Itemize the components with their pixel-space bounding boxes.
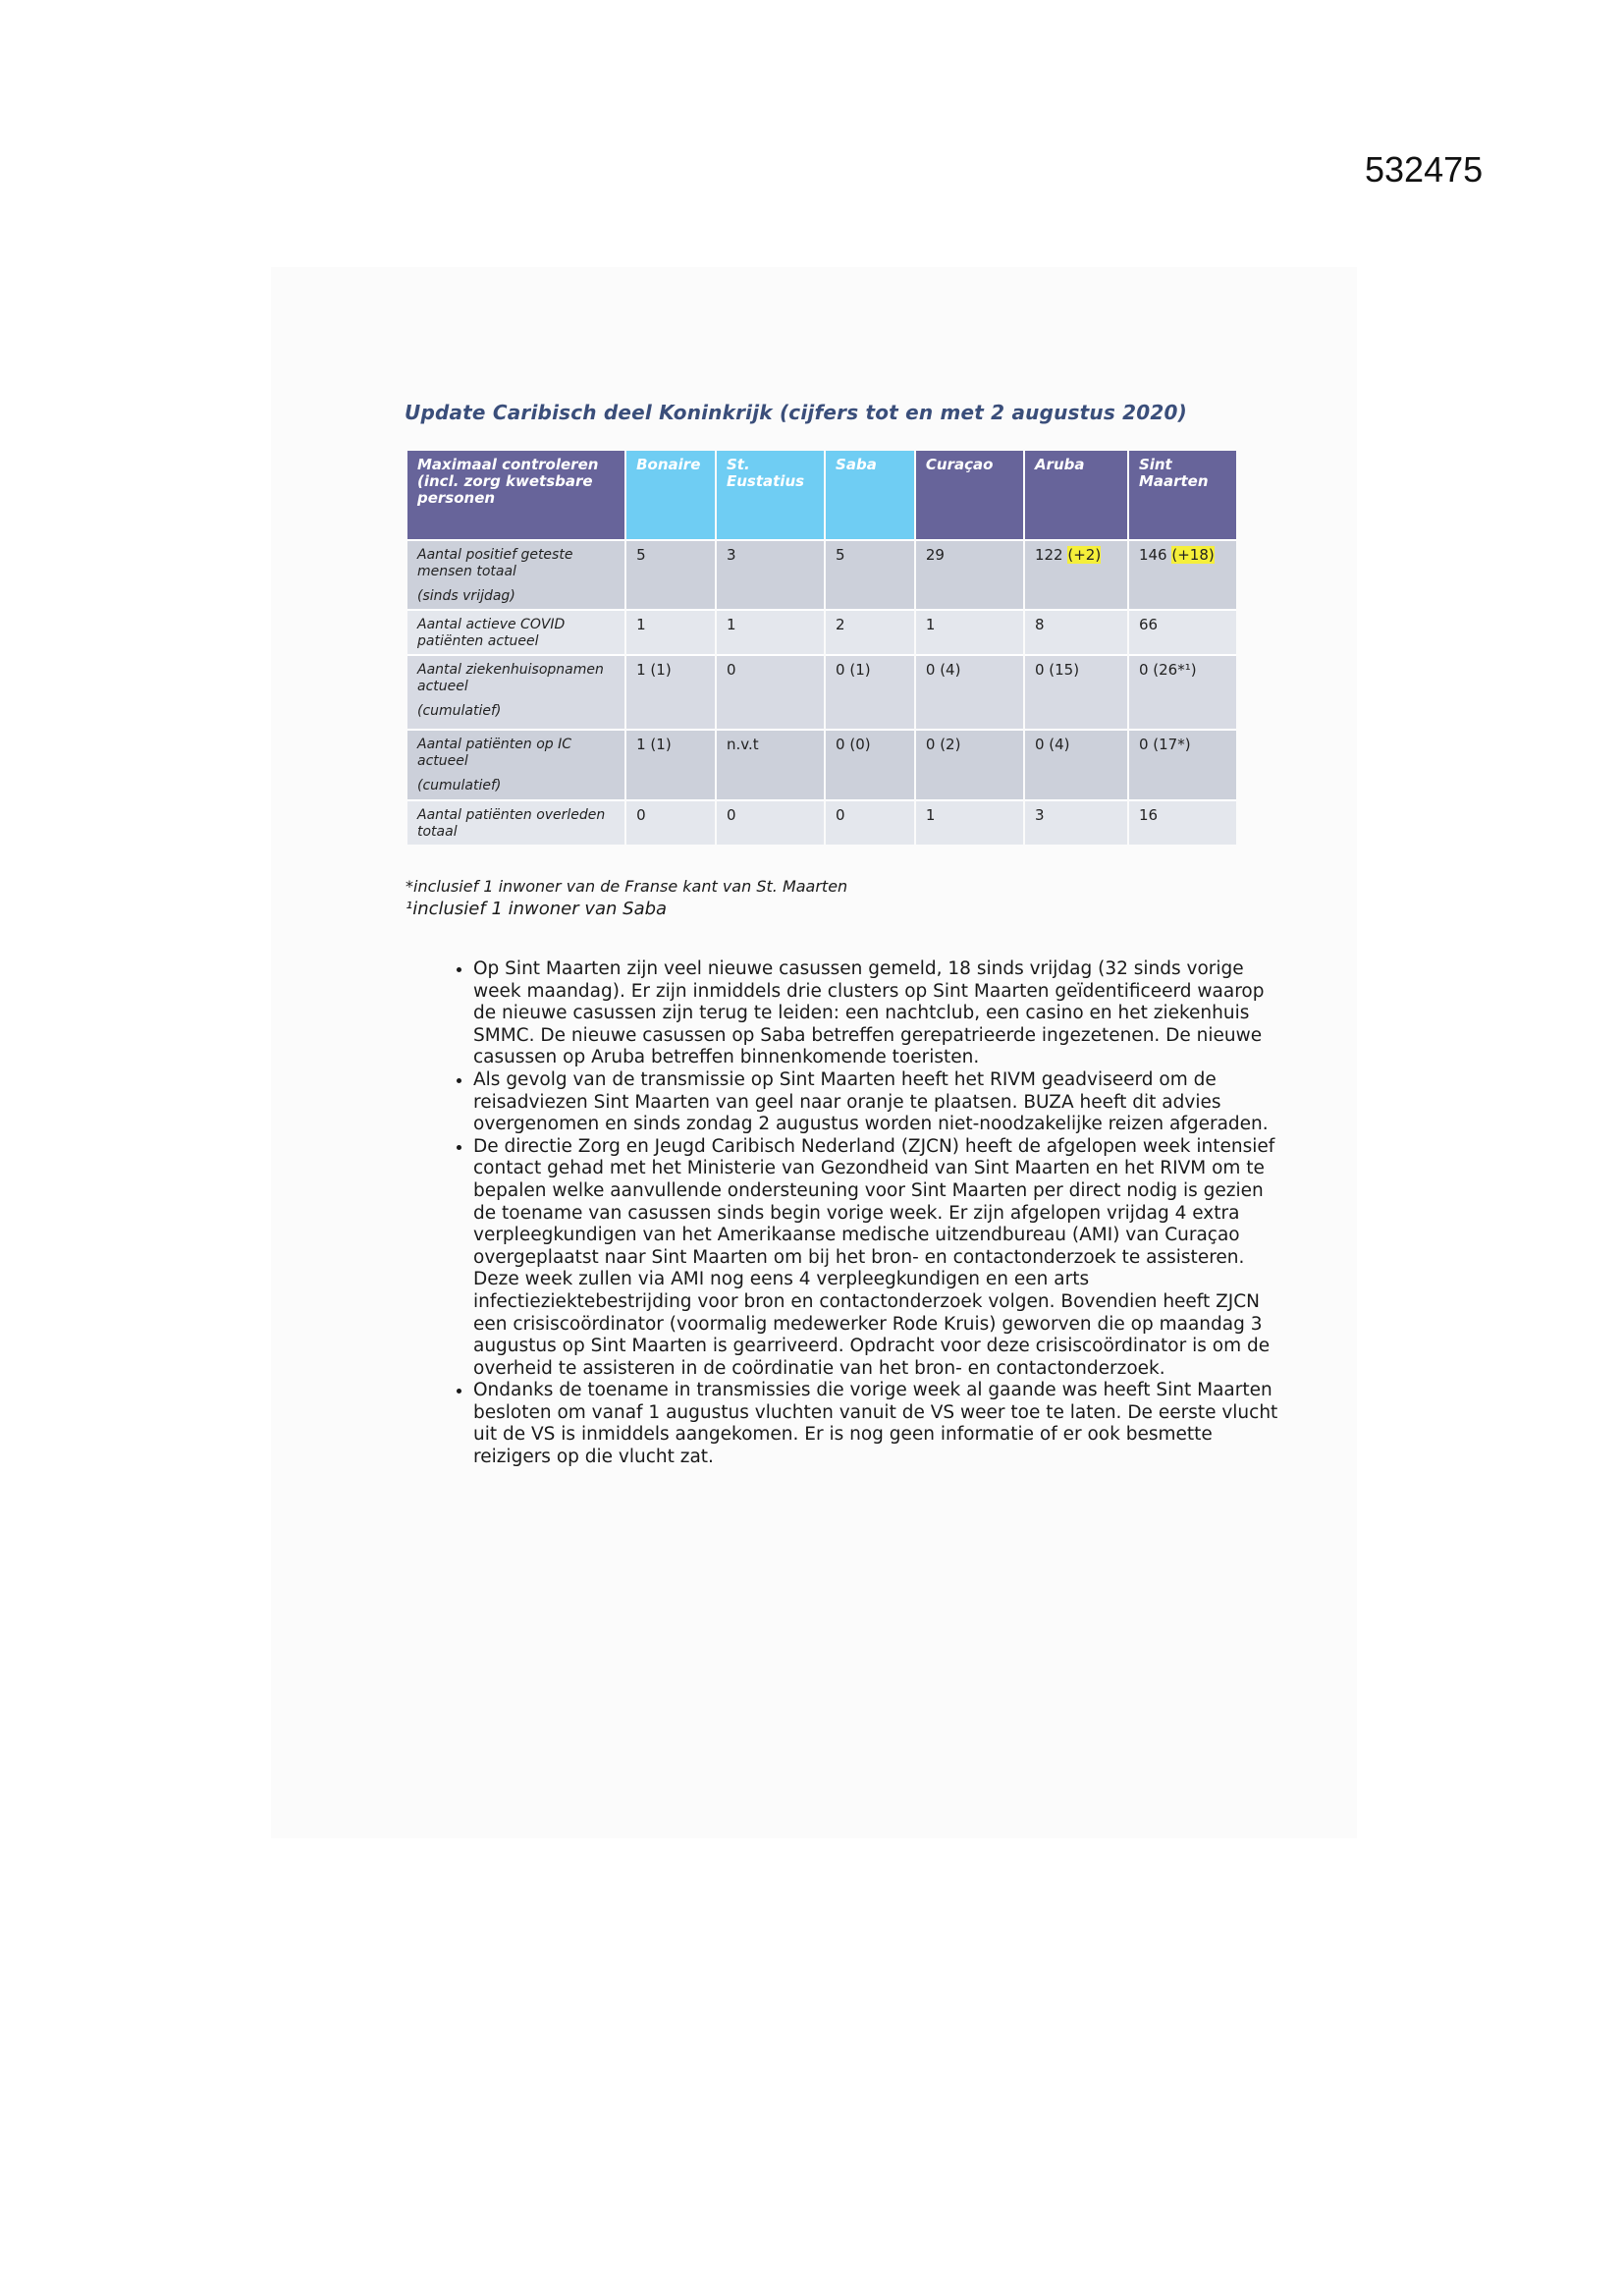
table-cell bbox=[626, 654, 715, 729]
row-label-text: Aantal patiënten op IC actueel bbox=[417, 737, 572, 769]
table-cell bbox=[626, 539, 715, 609]
footnote-asterisk: *inclusief 1 inwoner van de Franse kant van St. Maarten bbox=[406, 877, 848, 896]
table-header-row bbox=[407, 451, 1236, 539]
cell-value: 3 bbox=[726, 546, 736, 564]
table-cell bbox=[717, 609, 824, 654]
table-cell bbox=[717, 799, 824, 845]
column-header-aruba: Aruba bbox=[1025, 451, 1127, 539]
cell-value: 0 (2) bbox=[925, 736, 961, 753]
table-cell bbox=[1025, 654, 1127, 729]
cell-value: 1 (1) bbox=[636, 661, 672, 679]
cell-value: 0 (26*¹) bbox=[1138, 661, 1197, 679]
row-label bbox=[407, 539, 624, 609]
row-label-text: Aantal actieve COVID patiënten actueel bbox=[417, 617, 566, 649]
row-label bbox=[407, 729, 624, 799]
table-cell bbox=[1129, 539, 1236, 609]
table-row bbox=[407, 609, 1236, 654]
table-cell bbox=[916, 729, 1023, 799]
cell-value: 0 bbox=[726, 661, 736, 679]
table-cell bbox=[1025, 729, 1127, 799]
table-cell bbox=[826, 729, 914, 799]
row-sublabel: (sinds vrijdag) bbox=[417, 588, 515, 604]
cell-value: 16 bbox=[1138, 806, 1159, 824]
cell-value: n.v.t bbox=[726, 736, 759, 753]
table-cell bbox=[626, 799, 715, 845]
table-cell bbox=[826, 654, 914, 729]
cell-value: 5 bbox=[836, 546, 845, 564]
row-label bbox=[407, 609, 624, 654]
cell-value: 0 bbox=[836, 806, 845, 824]
column-header-curacao: Curaçao bbox=[916, 451, 1023, 539]
cell-value: 1 bbox=[925, 616, 936, 633]
table-cell bbox=[717, 729, 824, 799]
highlighted-change: (+2) bbox=[1067, 546, 1102, 564]
table-row bbox=[407, 799, 1236, 845]
table-cell bbox=[1129, 729, 1236, 799]
cell-value: 0 bbox=[726, 806, 736, 824]
cell-value: 1 bbox=[636, 616, 646, 633]
table-cell bbox=[916, 799, 1023, 845]
cell-value: 0 (4) bbox=[1034, 736, 1070, 753]
list-item: • Als gevolg van de transmissie op Sint Maarten heeft het RIVM geadviseerd om de reisadviezen Sint Maarten van geel naar oranje te plaatsen. BUZA heeft dit advies overgenomen en sinds zondag 2 augustus worden niet-noodzakelijke reizen afgeraden. bbox=[473, 1069, 1288, 1136]
table-cell bbox=[1025, 799, 1127, 845]
table-cell bbox=[826, 799, 914, 845]
row-label-text: Aantal patiënten overleden totaal bbox=[417, 807, 606, 840]
cell-value: 5 bbox=[636, 546, 646, 564]
table-cell bbox=[916, 539, 1023, 609]
cell-value: 0 (17*) bbox=[1138, 736, 1191, 753]
cell-value: 2 bbox=[836, 616, 845, 633]
table-cell bbox=[826, 539, 914, 609]
column-header-saba: Saba bbox=[826, 451, 914, 539]
document-id: 532475 bbox=[1365, 149, 1484, 190]
page-title: Update Caribisch deel Koninkrijk (cijfers tot en met 2 augustus 2020) bbox=[405, 401, 1187, 424]
table-cell bbox=[826, 609, 914, 654]
bullet-list bbox=[424, 958, 1288, 1469]
column-header-bonaire: Bonaire bbox=[626, 451, 715, 539]
table-cell bbox=[916, 609, 1023, 654]
cell-value: 1 bbox=[726, 616, 736, 633]
cell-value: 1 bbox=[925, 806, 936, 824]
table-cell bbox=[626, 609, 715, 654]
table-cell bbox=[1025, 609, 1127, 654]
cell-value: 8 bbox=[1034, 616, 1045, 633]
row-label bbox=[407, 799, 624, 845]
row-label bbox=[407, 654, 624, 729]
cell-value: 0 (1) bbox=[836, 661, 871, 679]
cell-value: 122 bbox=[1034, 546, 1063, 564]
table-cell bbox=[1129, 609, 1236, 654]
table-cell bbox=[717, 539, 824, 609]
table-cell bbox=[1129, 799, 1236, 845]
table-cell bbox=[626, 729, 715, 799]
cell-value: 66 bbox=[1138, 616, 1159, 633]
table-cell bbox=[916, 654, 1023, 729]
table-row bbox=[407, 539, 1236, 609]
row-label-text: Aantal positief geteste mensen totaal bbox=[417, 547, 573, 579]
row-sublabel: (cumulatief) bbox=[417, 778, 502, 793]
covid-figures-table bbox=[406, 451, 1238, 845]
table-row bbox=[407, 654, 1236, 729]
cell-value: 0 (4) bbox=[925, 661, 961, 679]
row-sublabel: (cumulatief) bbox=[417, 703, 502, 719]
list-item: • Ondanks de toename in transmissies die vorige week al gaande was heeft Sint Maarten besloten om vanaf 1 augustus vluchten vanuit de VS weer toe te laten. De eerste vlucht uit de VS is inmiddels aangekomen. Er is nog geen informatie of er ook besmette reizigers op die vlucht zat. bbox=[473, 1380, 1288, 1468]
table-cell bbox=[717, 654, 824, 729]
cell-value: 1 (1) bbox=[636, 736, 672, 753]
cell-value: 146 bbox=[1138, 546, 1167, 564]
column-header-st-eustatius: St. Eustatius bbox=[717, 451, 824, 539]
cell-value: 0 (0) bbox=[836, 736, 871, 753]
table-cell bbox=[1129, 654, 1236, 729]
cell-value: 0 (15) bbox=[1034, 661, 1080, 679]
table-corner-header: Maximaal controleren (incl. zorg kwetsbare personen bbox=[407, 451, 624, 539]
list-item: • De directie Zorg en Jeugd Caribisch Nederland (ZJCN) heeft de afgelopen week intensief contact gehad met het Ministerie van Gezondheid van Sint Maarten en het RIVM om te bepalen welke aanvullende ondersteuning voor Sint Maarten per direct nodig is gezien de toename van casussen sinds begin vorige week. Er zijn afgelopen vrijdag 4 extra verpleegkundigen van het Amerikaanse medische uitzendbureau (AMI) van Curaçao overgeplaatst naar Sint Maarten om bij het bron- en contactonderzoek te assisteren. Deze week zullen via AMI nog eens 4 verpleegkundigen en een arts infectieziektebestrijding voor bron en contactonderzoek volgen. Bovendien heeft ZJCN een crisiscoördinator (voormalig medewerker Rode Kruis) geworven die op maandag 3 augustus op Sint Maarten is gearriveerd. Opdracht voor deze crisiscoördinator is om de overheid te assisteren in de coördinatie van het bron- en contactonderzoek. bbox=[473, 1136, 1288, 1381]
cell-value: 3 bbox=[1034, 806, 1045, 824]
cell-value: 29 bbox=[925, 546, 945, 564]
table-cell bbox=[1025, 539, 1127, 609]
cell-value: 0 bbox=[636, 806, 646, 824]
list-item: • Op Sint Maarten zijn veel nieuwe casussen gemeld, 18 sinds vrijdag (32 sinds vorige week maandag). Er zijn inmiddels drie clusters op Sint Maarten geïdentificeerd waarop de nieuwe casussen zijn terug te leiden: een nachtclub, een casino en het ziekenhuis SMMC. De nieuwe casussen op Saba betreffen gerepatrieerde ingezetenen. De nieuwe casussen op Aruba betreffen binnenkomende toeristen. bbox=[473, 958, 1288, 1069]
table-row bbox=[407, 729, 1236, 799]
column-header-sint-maarten: Sint Maarten bbox=[1129, 451, 1236, 539]
footnote-superscript: ¹inclusief 1 inwoner van Saba bbox=[406, 899, 668, 919]
highlighted-change: (+18) bbox=[1171, 546, 1215, 564]
row-label-text: Aantal ziekenhuisopnamen actueel bbox=[417, 662, 604, 694]
